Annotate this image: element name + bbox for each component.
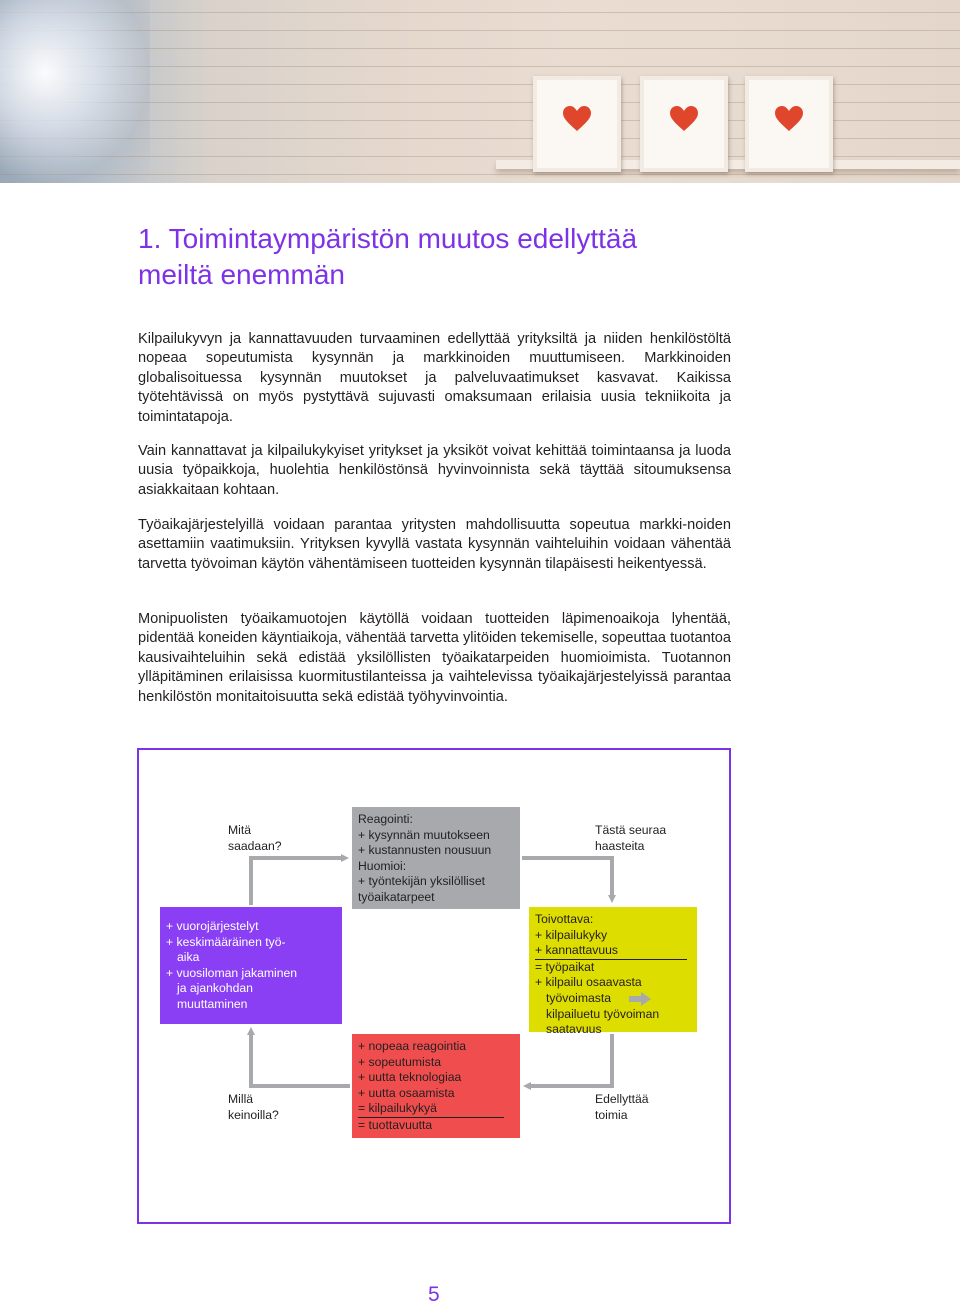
- body-paragraph: Kilpailukyvyn ja kannattavuuden turvaaminen edellyttää yrityksiltä ja niiden henkilöstöltä nopeaa sopeutumista kysynnän ja markkinoiden muuttumiseen. Markkinoiden globalisoituessa kysynnän muutokset ja palveluvaatimukset kasvavat. Kaikissa työtehtävissä on myös pystyttävä sujuvasti omaksumaan erilaisia uusia tekniikoita ja toimintatapoja.: [138, 331, 731, 425]
- right-arrow-icon: [629, 992, 651, 1006]
- body-paragraph: Työaikajärjestelyillä voidaan parantaa yritysten mahdollisuutta sopeutua markki-noiden asettamiin vaatimuksiin. Yrityksen kyvyllä vastata kysynnän vaihteluihin voidaan vähentää tarvetta työvoiman käytön vähentämiseen tuotteiden kysynnän tilapäisesti heikentyessä.: [138, 517, 731, 572]
- arrow-bottom-right: [527, 1034, 612, 1086]
- yellow-arrow-line: työvoimasta: [535, 991, 691, 1007]
- body-paragraph: Vain kannattavat ja kilpailukykyiset yritykset ja yksiköt voivat kehittää toimintaansa ja luoda uusia työpaikkoja, huolehtia henkilöstönsä hyvinvoinnista sekä täyttää sitoumuksensa asiakkaitaan kohtaan.: [138, 443, 731, 498]
- label-what-means: Millä keinoilla?: [228, 1092, 279, 1122]
- label-challenges: Tästä seuraa haasteita: [595, 823, 667, 853]
- page-number: 5: [428, 1283, 440, 1306]
- title-line-2: meiltä enemmän: [138, 259, 345, 290]
- box-means: + vuorojärjestelyt + keskimääräinen työ- aika + vuosiloman jakaminen ja ajankohdan muuttaminen: [160, 907, 342, 1024]
- box-desired: Toivottava: + kilpailukyky + kannattavuus = työpaikat + kilpailu osaavasta työvoimasta kilpailuetu työvoiman saatavuus: [529, 907, 697, 1032]
- label-requires-actions: Edellyttää toimia: [595, 1092, 649, 1122]
- box-reaction: Reagointi: + kysynnän muutokseen + kustannusten nousuun Huomioi: + työntekijän yksilölliset työaikatarpeet: [352, 807, 520, 909]
- arrow-top-right: [522, 858, 612, 899]
- body-paragraph: Monipuolisten työaikamuotojen käytöllä voidaan tuotteiden läpimenoaikoja lyhentää, pidentää koneiden käyntiaikoja, vähentää tarvetta ylitöiden tekemiselle, sopeuttaa tuotantoa kausivaihteluihin sekä edistää yksilöllisten työaikatarpeiden huomioimista. Tuotannon ylläpitäminen erilaisissa kuormitustilanteissa ja vaihtelevissa työaikajärjestelyissä parantaa henkilöstön monitaitoisuutta sekä edistää työhyvinvointia.: [138, 611, 731, 705]
- arrow-bottom-left: [251, 1031, 350, 1086]
- box-results: + nopeaa reagointia + sopeutumista + uutta teknologiaa + uutta osaamista = kilpailukykyä = tuottavuutta: [352, 1034, 520, 1138]
- arrow-top-left: [251, 858, 345, 905]
- title-line-1: 1. Toimintaympäristön muutos edellyttää: [138, 223, 638, 254]
- label-what-gained: Mitä saadaan?: [228, 823, 282, 853]
